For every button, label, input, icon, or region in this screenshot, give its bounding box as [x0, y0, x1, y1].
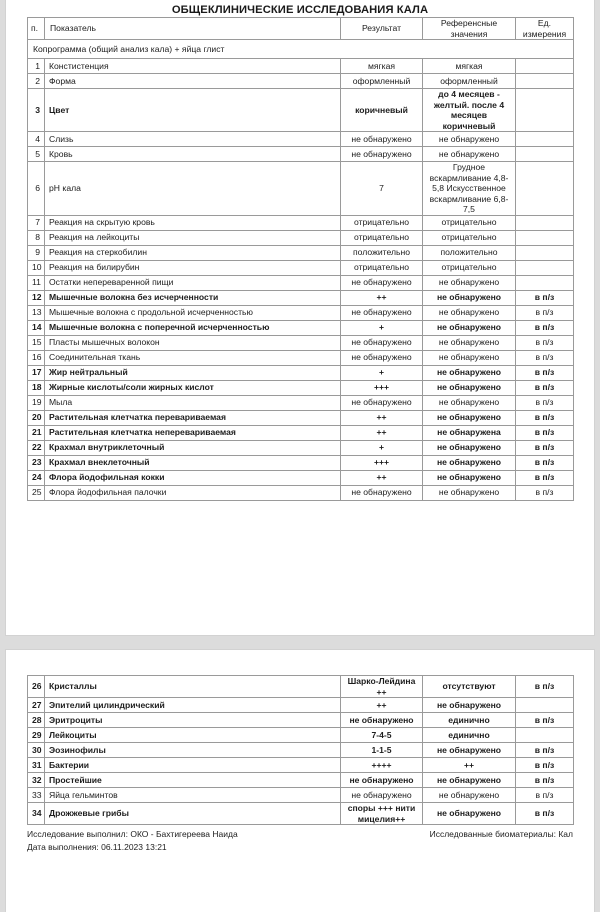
row-unit [516, 275, 574, 290]
row-unit [516, 132, 574, 147]
lab-results-table-page-1 [27, 17, 574, 501]
row-number: 6 [28, 162, 45, 216]
row-reference: до 4 месяцев - желтый. после 4 месяцев коричневый [423, 89, 516, 132]
row-reference: не обнаружено [423, 365, 516, 380]
row-number: 23 [28, 455, 45, 470]
table-row [28, 713, 574, 728]
row-number: 10 [28, 260, 45, 275]
table-row [28, 290, 574, 305]
row-result: положительно [341, 245, 423, 260]
row-parameter: Жирные кислоты/соли жирных кислот [45, 380, 341, 395]
row-number: 28 [28, 713, 45, 728]
row-result: не обнаружено [341, 773, 423, 788]
row-parameter: Яйца гельминтов [45, 788, 341, 803]
row-result: не обнаружено [341, 147, 423, 162]
row-reference: Грудное вскармливание 4,8-5,8 Искусственное вскармливание 6,8-7,5 [423, 162, 516, 216]
row-parameter: Простейшие [45, 773, 341, 788]
row-reference: не обнаружено [423, 335, 516, 350]
row-result: ++++ [341, 758, 423, 773]
row-unit: в п/з [516, 713, 574, 728]
table-row [28, 803, 574, 825]
row-unit: в п/з [516, 758, 574, 773]
table-row [28, 425, 574, 440]
table-row [28, 470, 574, 485]
row-parameter: Эпителий цилиндрический [45, 698, 341, 713]
reference-header-line-2: значения [450, 28, 488, 39]
row-unit: в п/з [516, 470, 574, 485]
row-reference: отрицательно [423, 260, 516, 275]
row-parameter: Форма [45, 74, 341, 89]
row-result: не обнаружено [341, 305, 423, 320]
table-row [28, 743, 574, 758]
row-number: 13 [28, 305, 45, 320]
table-row [28, 162, 574, 216]
row-parameter: Флора йодофильная кокки [45, 470, 341, 485]
row-result: + [341, 365, 423, 380]
row-parameter: Бактерии [45, 758, 341, 773]
table-row [28, 350, 574, 365]
table-row [28, 788, 574, 803]
table-row [28, 132, 574, 147]
row-result: не обнаружено [341, 275, 423, 290]
table-row [28, 365, 574, 380]
row-number: 12 [28, 290, 45, 305]
row-number: 11 [28, 275, 45, 290]
unit-header-line-1: Ед. [537, 18, 552, 28]
table-row [28, 455, 574, 470]
row-result: оформленный [341, 74, 423, 89]
row-result: ++ [341, 698, 423, 713]
table-row [28, 74, 574, 89]
row-number: 3 [28, 89, 45, 132]
row-parameter: Растительная клетчатка неперевариваемая [45, 425, 341, 440]
row-unit: в п/з [516, 803, 574, 825]
row-reference: не обнаружено [423, 147, 516, 162]
row-parameter: Растительная клетчатка перевариваемая [45, 410, 341, 425]
row-reference: не обнаружено [423, 132, 516, 147]
row-reference: единично [423, 713, 516, 728]
row-number: 27 [28, 698, 45, 713]
row-parameter: Крахмал внеклеточный [45, 455, 341, 470]
row-number: 34 [28, 803, 45, 825]
row-reference: не обнаружено [423, 320, 516, 335]
row-parameter: Мыла [45, 395, 341, 410]
unit-header-line-2: измерения [522, 28, 567, 39]
row-result: коричневый [341, 89, 423, 132]
row-result: отрицательно [341, 215, 423, 230]
row-parameter: Флора йодофильная палочки [45, 485, 341, 500]
row-unit: в п/з [516, 335, 574, 350]
table-row [28, 305, 574, 320]
row-result: ++ [341, 470, 423, 485]
table-row [28, 260, 574, 275]
table-row [28, 230, 574, 245]
row-number: 16 [28, 350, 45, 365]
row-parameter: Пласты мышечных волокон [45, 335, 341, 350]
row-result: отрицательно [341, 230, 423, 245]
row-result: не обнаружено [341, 395, 423, 410]
row-reference: мягкая [423, 59, 516, 74]
footer-date: Дата выполнения: 06.11.2023 13:21 [27, 841, 167, 852]
row-reference: не обнаружено [423, 803, 516, 825]
row-reference: не обнаружено [423, 410, 516, 425]
row-unit: в п/з [516, 410, 574, 425]
row-result: не обнаружено [341, 335, 423, 350]
row-number: 20 [28, 410, 45, 425]
reference-header-line-1: Референсные [440, 18, 498, 28]
row-parameter: Дрожжевые грибы [45, 803, 341, 825]
table-row [28, 758, 574, 773]
table-header-row [28, 18, 574, 40]
table-row [28, 335, 574, 350]
row-parameter: Крахмал внутриклеточный [45, 440, 341, 455]
row-number: 8 [28, 230, 45, 245]
row-parameter: Лейкоциты [45, 728, 341, 743]
row-result: не обнаружено [341, 788, 423, 803]
column-header-result: Результат [341, 18, 423, 40]
row-result: +++ [341, 380, 423, 395]
row-result: + [341, 440, 423, 455]
row-unit: в п/з [516, 380, 574, 395]
report-page-1 [6, 0, 594, 635]
row-parameter: Реакция на стеркобилин [45, 245, 341, 260]
row-parameter: Реакция на скрытую кровь [45, 215, 341, 230]
row-parameter: Реакция на лейкоциты [45, 230, 341, 245]
table-body-page-2 [28, 676, 574, 825]
footer-top-row [27, 828, 573, 841]
row-number: 31 [28, 758, 45, 773]
row-reference: не обнаружено [423, 788, 516, 803]
row-unit: в п/з [516, 455, 574, 470]
row-result: 7-4-5 [341, 728, 423, 743]
row-parameter: Эритроциты [45, 713, 341, 728]
row-unit [516, 74, 574, 89]
row-reference: положительно [423, 245, 516, 260]
row-result: ++ [341, 410, 423, 425]
table-row [28, 440, 574, 455]
row-result: не обнаружено [341, 485, 423, 500]
row-number: 17 [28, 365, 45, 380]
row-parameter: Мышечные волокна с поперечной исчерченностью [45, 320, 341, 335]
row-reference: не обнаружено [423, 470, 516, 485]
row-result: отрицательно [341, 260, 423, 275]
table-row [28, 698, 574, 713]
row-parameter: pH кала [45, 162, 341, 216]
row-parameter: Слизь [45, 132, 341, 147]
row-reference: отрицательно [423, 230, 516, 245]
row-unit: в п/з [516, 350, 574, 365]
section-label: Копрограмма (общий анализ кала) + яйца глист [28, 40, 574, 59]
table-section-row [28, 40, 574, 59]
footer-performer: Исследование выполнил: ОКО - Бахтигереева Наида [27, 829, 238, 839]
row-number: 32 [28, 773, 45, 788]
row-unit: в п/з [516, 290, 574, 305]
row-number: 33 [28, 788, 45, 803]
lab-results-table-page-2 [27, 675, 574, 825]
row-reference: не обнаружена [423, 425, 516, 440]
table-row [28, 275, 574, 290]
row-reference: не обнаружено [423, 350, 516, 365]
row-parameter: Кровь [45, 147, 341, 162]
row-unit [516, 260, 574, 275]
table-row [28, 320, 574, 335]
row-result: ++ [341, 425, 423, 440]
row-unit: в п/з [516, 773, 574, 788]
table-row [28, 89, 574, 132]
row-unit: в п/з [516, 676, 574, 698]
row-unit: в п/з [516, 395, 574, 410]
table-row [28, 676, 574, 698]
row-result: не обнаружено [341, 132, 423, 147]
row-parameter: Мышечные волокна без исчерченности [45, 290, 341, 305]
row-parameter: Соединительная ткань [45, 350, 341, 365]
row-number: 4 [28, 132, 45, 147]
page-title: ОБЩЕКЛИНИЧЕСКИЕ ИССЛЕДОВАНИЯ КАЛА [171, 4, 429, 16]
table-row [28, 59, 574, 74]
row-unit: в п/з [516, 365, 574, 380]
row-reference: ++ [423, 758, 516, 773]
table-row [28, 485, 574, 500]
row-reference: не обнаружено [423, 698, 516, 713]
row-reference: не обнаружено [423, 305, 516, 320]
table-row [28, 728, 574, 743]
row-unit [516, 245, 574, 260]
row-reference: не обнаружено [423, 395, 516, 410]
row-result: +++ [341, 455, 423, 470]
row-unit [516, 162, 574, 216]
report-footer [27, 828, 573, 853]
row-unit: в п/з [516, 743, 574, 758]
column-header-number: п. [28, 18, 45, 40]
report-page-2 [6, 650, 594, 912]
row-result: Шарко-Лейдина ++ [341, 676, 423, 698]
table-row [28, 215, 574, 230]
footer-biomaterial: Исследованные биоматериалы: Кал [429, 829, 573, 839]
column-header-unit [516, 18, 574, 40]
row-parameter: Эозинофилы [45, 743, 341, 758]
row-number: 22 [28, 440, 45, 455]
row-unit: в п/з [516, 440, 574, 455]
row-reference: не обнаружено [423, 455, 516, 470]
row-number: 24 [28, 470, 45, 485]
table-body-page-1 [28, 40, 574, 501]
row-number: 26 [28, 676, 45, 698]
row-number: 7 [28, 215, 45, 230]
row-unit [516, 59, 574, 74]
row-parameter: Кристаллы [45, 676, 341, 698]
row-reference: оформленный [423, 74, 516, 89]
row-reference: не обнаружено [423, 485, 516, 500]
row-reference: единично [423, 728, 516, 743]
row-number: 1 [28, 59, 45, 74]
row-parameter: Констистенция [45, 59, 341, 74]
row-result: мягкая [341, 59, 423, 74]
row-reference: не обнаружено [423, 773, 516, 788]
row-result: 7 [341, 162, 423, 216]
row-unit: в п/з [516, 305, 574, 320]
row-unit [516, 89, 574, 132]
row-reference: отсутствуют [423, 676, 516, 698]
row-result: ++ [341, 290, 423, 305]
row-number: 14 [28, 320, 45, 335]
table-row [28, 245, 574, 260]
row-number: 30 [28, 743, 45, 758]
row-result: не обнаружено [341, 713, 423, 728]
row-parameter: Жир нейтральный [45, 365, 341, 380]
row-unit [516, 698, 574, 713]
row-unit: в п/з [516, 425, 574, 440]
column-header-parameter: Показатель [45, 18, 341, 40]
row-reference: не обнаружено [423, 380, 516, 395]
row-parameter: Реакция на билирубин [45, 260, 341, 275]
table-row [28, 395, 574, 410]
row-unit: в п/з [516, 485, 574, 500]
row-reference: не обнаружено [423, 290, 516, 305]
row-unit [516, 215, 574, 230]
row-number: 2 [28, 74, 45, 89]
row-reference: не обнаружено [423, 743, 516, 758]
table-row [28, 410, 574, 425]
row-unit [516, 728, 574, 743]
row-result: 1-1-5 [341, 743, 423, 758]
row-parameter: Мышечные волокна с продольной исчерченностью [45, 305, 341, 320]
table-row [28, 380, 574, 395]
row-number: 25 [28, 485, 45, 500]
row-result: не обнаружено [341, 350, 423, 365]
row-reference: не обнаружено [423, 440, 516, 455]
column-header-reference [423, 18, 516, 40]
row-number: 15 [28, 335, 45, 350]
row-unit [516, 147, 574, 162]
row-reference: отрицательно [423, 215, 516, 230]
row-number: 18 [28, 380, 45, 395]
table-header [28, 18, 574, 40]
row-reference: не обнаружено [423, 275, 516, 290]
row-unit: в п/з [516, 320, 574, 335]
row-unit [516, 230, 574, 245]
row-number: 9 [28, 245, 45, 260]
row-number: 5 [28, 147, 45, 162]
row-number: 19 [28, 395, 45, 410]
table-row [28, 773, 574, 788]
row-number: 29 [28, 728, 45, 743]
row-parameter: Цвет [45, 89, 341, 132]
row-number: 21 [28, 425, 45, 440]
row-unit: в п/з [516, 788, 574, 803]
row-parameter: Остатки непереваренной пищи [45, 275, 341, 290]
row-result: + [341, 320, 423, 335]
table-row [28, 147, 574, 162]
row-result: споры +++ нити мицелия++ [341, 803, 423, 825]
